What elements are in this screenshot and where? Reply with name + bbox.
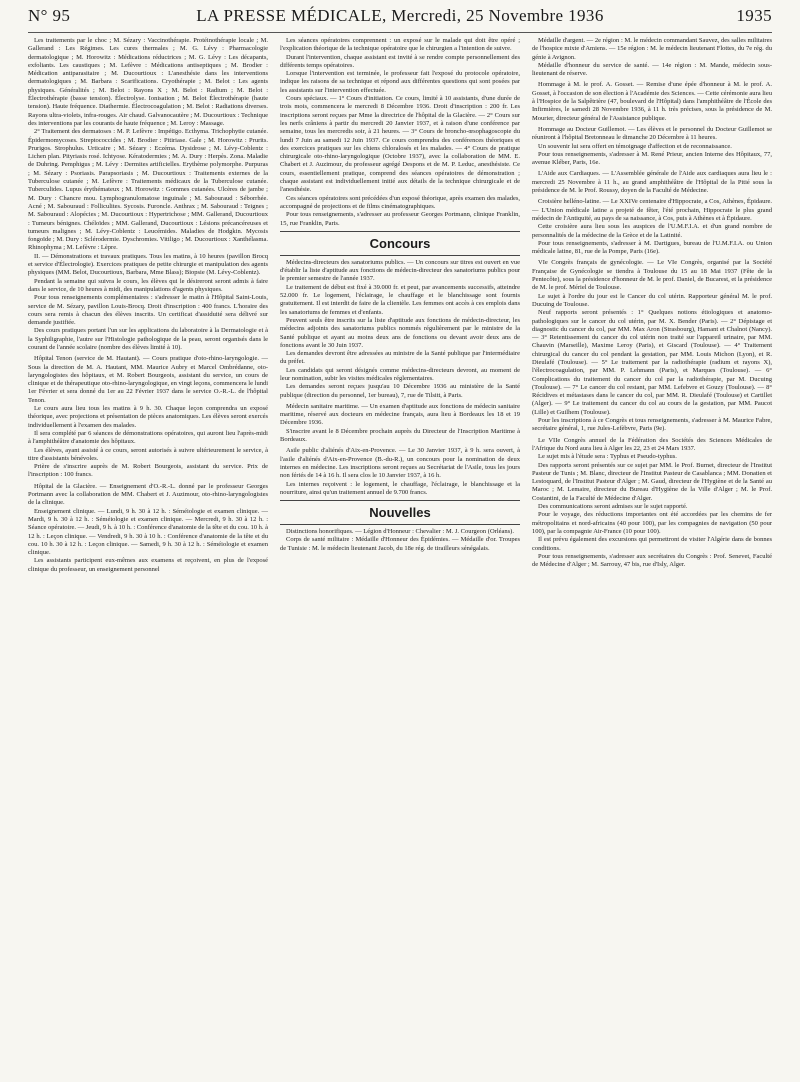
body-paragraph: Ces séances opératoires sont précédées d'un exposé théorique, après examen des malades, accompagné de projections et de films cinématographiques. (280, 194, 520, 210)
body-paragraph: Pour tous renseignements, s'adresser au professeur Georges Portmann, clinique Franklin, 15, rue Franklin, Paris. (280, 211, 520, 227)
announcement-paragraph: Croisière helléno-latine. — Le XXIVe centenaire d'Hippocrate, a Cos, Athènes, Épidaure. — L'Union médicale latine a projeté de fêter, l'été prochain, Hippocrate le plus grand médecin de l'Antiquité, au pays de sa naissance, à Cos, puis à Athènes et à Épidaure. (532, 198, 772, 222)
section-rule (280, 231, 520, 232)
body-paragraph: Pendant la semaine qui suivra le cours, les élèves qui le désireront seront admis à faire dans le service, de 10 heures à midi, des manipulations d'agents physiques. (28, 277, 268, 293)
body-paragraph: Neuf rapports seront présentés : 1° Quelques notions étiologiques et anatomo-pathologiques sur le cancer du col utérin, par M. X. Bender (Paris). — 2° Dépistage et diagnostic du cancer du col, par MM. Max Aron (Strasbourg), Hamant et Chalnot (Nancy). — 3° Retentissement du cancer du col utérin non traité sur l'appareil urinaire, par MM. Chauvin (Marseille), Maxime Leroy (Paris), et Giscard (Toulouse). — 4° Traitement chirurgical du cancer du col pendant la gestation, par MM. Louis Michon (Lyon), et R. Dieulafé (Toulouse). — 5° Le traitement par la radiothérapie (radium et rayons X), l'électrocoagulation, par MM. P. Lehmann (Paris), et Marques (Toulouse). — 6° Complications du traitement du cancer du col par la radiothérapie, par M. Ducuing (Toulouse). — 7° Le cancer du col restant, par MM. Lefebvre et Gouzy (Toulouse). — 8° Récidives et métastases dans le cancer du col, par MM. R. Dieulafé (Toulouse) et Cartillet (Alger). — 9° Le traitement du cancer du col au cours de la gestation, par MM. Paucot (Lille) et Guilhem (Toulouse). (532, 309, 772, 416)
body-paragraph: Les élèves, ayant assisté à ce cours, seront autorisés à suivre ultérieurement le service, à titre d'assistants bénévoles. (28, 446, 268, 462)
body-paragraph: II. — Démonstrations et travaux pratiques. Tous les matins, à 10 heures (pavillon Brocq et service d'Électrologie). Exercices pratiques de petite chirurgie et manipulation des agents physiques (MM. Belot, Ducourtioux, Barbara, Mme Blass); Biopsie (M. Lévy-Coblentz). (28, 252, 268, 277)
announcement-paragraph: Hommage à M. le prof. A. Gosset. — Remise d'une épée d'honneur à M. le prof. A. Gosset, à l'occasion de son élection à l'Académie des Sciences. — Cette cérémonie aura lieu à l'Hospice de la Salpêtrière (47, boulevard de l'Hôpital) dans l'amphithéâtre de l'École des Infirmières, le samedi 28 Novembre 1936, à 11 h. très précises, sous la présidence de M. Mourier, directeur général de l'Assistance publique. (532, 81, 772, 122)
body-paragraph: Des rapports seront présentés sur ce sujet par MM. le Prof. Burnet, directeur de l'Institut Pasteur de Tunis ; M. Blanc, directeur de l'Institut Pasteur de Casablanca ; MM. Donatien et Lestoquard, de l'Institut Pasteur d'Alger ; M. Gaud, directeur de l'Hygiène et de la Santé au Maroc ; M. Lemaire, directeur du Bureau d'Hygiène de la Ville d'Alger ; M. le Prof. Costantini, de la Faculté de Médecine d'Alger. (532, 461, 772, 502)
body-paragraph: Le traitement de début est fixé à 39.000 fr. et peut, par avancements successifs, atteindre 52.000 fr. Le logement, l'éclairage, le chauffage et le blanchissage sont fournis gratuitement. Il est interdit de faire de la clientèle. Les femmes ont accès à ces emplois dans les sanatoriums de femmes et d'enfants. (280, 283, 520, 316)
body-paragraph: Médaille d'honneur du service de santé. — 14e région : M. Mande, médecin sous-lieutenant de réserve. (532, 61, 772, 78)
page-number: 1935 (736, 6, 772, 25)
body-paragraph: Il sera complété par 6 séances de démonstrations opératoires, qui auront lieu l'après-midi à l'amphithéâtre d'anatomie des hôpitaux. (28, 429, 268, 446)
body-paragraph: Pour le voyage, des réductions importantes ont été accordées par les chemins de fer métropolitains et nord-africains (40 pour 100), par les compagnies de navigation (50 pour 100), par la compagnie Air-France (10 pour 100). (532, 511, 772, 535)
article-columns (14, 33, 786, 1077)
announcement-paragraph: Le VIIe Congrès annuel de la Fédération des Sociétés des Sciences Médicales de l'Afrique du Nord aura lieu à Alger les 22, 23 et 24 Mars 1937. (532, 436, 772, 452)
body-paragraph: Pour tous renseignements, s'adresser à M. Dartigues, bureau de l'U.M.F.I.A. ou Union médicale latine, 81, rue de la Pompe, Paris (16e). (532, 239, 772, 256)
body-paragraph: Prière de s'inscrire auprès de M. Robert Bourgeois, assistant du service. Prix de l'inscription : 100 francs. (28, 463, 268, 479)
announcement-paragraph: Asile public d'aliénés d'Aix-en-Provence. — Le 30 Janvier 1937, à 9 h. sera ouvert, à l'asile d'aliénés d'Aix-en-Provence (B.-du-R.), un concours pour la nomination de deux internes en médecine. Les inscriptions seront reçues au Secrétariat de l'Asile, tous les jours non fériés de 14 à 16 h. Il sera clos le 10 Janvier 1937, à 16 h. (280, 447, 520, 480)
body-paragraph: Les demandes devront être adressées au ministre de la Santé publique par l'intermédiaire du préfet. (280, 350, 520, 366)
masthead (28, 6, 772, 33)
publication-title: LA PRESSE MÉDICALE, Mercredi, 25 Novembre 1936 (196, 6, 604, 25)
body-paragraph: Pour les inscriptions à ce Congrès et tous renseignements, s'adresser à M. Maurice Fabre, secrétaire général, 1, rue Jules-Lefèbvre, Paris (9e). (532, 417, 772, 433)
body-paragraph: Le cours aura lieu tous les matins à 9 h. 30. Chaque leçon comprendra un exposé théorique, avec projections et présentation de pièces anatomiques. Les élèves seront exercés individuellement à l'examen des malades. (28, 405, 268, 429)
section-rule (280, 524, 520, 525)
announcement-paragraph: L'Aide aux Cardiaques. — L'Assemblée générale de l'Aide aux cardiaques aura lieu le : mercredi 25 Novembre à 11 h., au grand amphithéâtre de l'Hôpital de la Pitié sous la présidence de M. le Prof. Roussy, doyen de la Faculté de Médecine. (532, 170, 772, 195)
section-rule (280, 500, 520, 501)
body-paragraph: Un souvenir lui sera offert en témoignage d'affection et de reconnaissance. (538, 142, 732, 150)
body-paragraph: Les séances opératoires comprennent : un exposé sur le malade qui doit être opéré ; l'explication théorique de la technique opératoire que le chirurgien a l'intention de suivre. (280, 37, 520, 53)
column-right (532, 37, 772, 1077)
body-paragraph: Des cours pratiques portant l'un sur les applications du laboratoire à la Dermatologie et à la Syphiligraphie, l'autre sur l'Histologie pathologique de la peau, seront organisés dans le courant de l'année scolaire (nombre des élèves limité à 10). (28, 327, 268, 351)
announcement-paragraph: Hommage au Docteur Guillemot. — Les élèves et le personnel du Docteur Guillemot se réuniront à l'hôpital Bretonneau le dimanche 20 Décembre à 11 heures. (532, 125, 772, 142)
body-paragraph: Les candidats qui seront désignés comme médecins-directeurs devront, au moment de leur nomination, subir les visites médicales réglementaires. (280, 366, 520, 382)
body-paragraph: Durant l'intervention, chaque assistant est invité à se rendre compte personnellement des différents temps opératoires. (280, 53, 520, 69)
announcement-paragraph: Médecins-directeurs des sanatoriums publics. — Un concours sur titres est ouvert en vue d'établir la liste d'aptitude aux fonctions de médecin-directeur des sanatoriums publics pour le premier semestre de l'année 1937. (280, 258, 520, 283)
body-paragraph: S'inscrire avant le 8 Décembre prochain auprès du Directeur de l'Inscription Maritime à Bordeaux. (280, 427, 520, 444)
body-paragraph: Corps de santé militaire : Médaille d'Honneur des Épidémies. — Médaille d'or. Troupes de Tunisie : M. le médecin lieutenant Jacob, du 18e rég. de tirailleurs sénégalais. (280, 536, 520, 552)
body-paragraph: Des communications seront admises sur le sujet rapporté. (538, 503, 688, 511)
body-paragraph: Le sujet à l'ordre du jour est le Cancer du col utérin. Rapporteur général M. le prof. Ducuing de Toulouse. (532, 292, 772, 308)
body-paragraph: Pour tous renseignements, s'adresser aux secrétaires du Congrès : Prof. Senevet, Faculté de Médecine d'Alger ; M. Sarrouy, 47 bis, rue d'Isly, Alger. (532, 552, 772, 569)
body-paragraph: 2° Traitement des dermatoses : M. P. Lefèvre : Impétigo. Ecthyma. Trichophytie cutanée. Épidermomycoses. Streptococcides ; M. Brodier : Pitiriase. Gale ; M. Horowitz : Prurits. Prurigos. Strophulus. Urticaire ; M. Sézary : Eczéma. Dysidrose ; M. Lévy-Coblentz : Lichen plan. Pityriasis rosé. Ichtyose. Kératodermies ; M. A. Dury : Herpès. Zona. Maladie de Duhring. Pemphigus ; M. Lévy : Dermites artificielles. Erythème polymorphe. Purpuras ; M. Sézary : Psoriasis. Parapsoriasis ; M. Ducourtioux : Traitements externes de la Tuberculose cutanée ; M. Lefèvre : Traitements médicaux de la Tuberculose cutanée. Tuberculides. Lupus érythémateux ; M. Horowitz : Gommes cutanées. Ulcères de jambe ; M. Dury : Chancre mou. Lymphogranulomatose inguinale ; M. Sabouraud : Séborrhée. Acné ; M. Sabouraud : Folliculites. Sycosis. Furoncle. Anthrax ; M. Sabouraud : Teignes ; M. Sabouraud : Alopécies ; M. Ducourtioux : Hypertrichose ; MM. Gallerand, Ducourtioux : Tumeurs bénignes. Chéloïdes ; MM. Gallerand, Ducourtioux : Lésions précancéreuses et tumeurs malignes ; M. Lévy-Coblentz : Leucémides. Maladies de Hodgkin. Mycosis fongoïde ; M. Dury : Sclérodermie. Dyschromies. Vitiligo ; M. Ducourtioux : Xanthélasma. Rhinophyma ; M. Lefèvre : Lèpre. (28, 128, 268, 252)
body-paragraph: Pour tous renseignements complémentaires : s'adresser le matin à l'Hôpital Saint-Louis, service de M. Sézary, pavillon Louis-Brocq. Droit d'inscription : 400 francs. L'horaire des cours sera remis à chacun des élèves inscrits. Un certificat d'assiduité sera délivré sur demande justifiée. (28, 294, 268, 327)
body-paragraph: Cours spéciaux. — 1° Cours d'initiation. Ce cours, limité à 10 assistants, d'une durée de trois mois, commencera le mercredi 8 Décembre 1936. Droit d'inscription : 200 fr. Les inscriptions seront reçues par Mme la directrice de l'hôpital de la Glacière. — 2° Cours sur les nerfs crâniens à partir du mercredi 20 Janvier 1937, et à raison d'une conférence par semaine, tous les mercredis soir, à 21 heures. — 3° Cours de broncho-œsophagoscopie du lundi 7 Juin au samedi 12 Juin 1937. Ce cours comprendra des conférences théoriques et des exercices pratiques sur les chiens chloralosés et les malades. — 4° Cours de pratique chirurgicale oto-rhino-laryngologique (Octobre 1937), avec la collaboration de MM. E. Chabert et J. Auzimour, du professeur agrégé Despons et de M. P. Leduc, anesthésiste. Ce cours, essentiellement pratique, comprend des séances opératoires de démonstration ; chaque assistant est individuellement initié aux détails de la technique chirurgicale et de l'anesthésie. (280, 95, 520, 194)
announcement-paragraph: Hôpital de la Glacière. — Enseignement d'O.-R.-L. donné par le professeur Georges Portmann avec la collaboration de MM. Chabert et J. Auzimour, oto-rhino-laryngologistes de la clinique. (28, 482, 268, 507)
issue-number: N° 95 (28, 6, 71, 25)
body-paragraph: Il est prévu également des excursions qui permettront de visiter l'Algérie dans de bonnes conditions. (532, 536, 772, 552)
announcement-paragraph: Hôpital Tenon (service de M. Hautant). — Cours pratique d'oto-rhino-laryngologie. — Sous la direction de M. A. Hautant, MM. Maurice Aubry et Marcel Ombrédanne, oto-laryngologistes des hôpitaux, et M. Robert Bourgeois, assistant du service, un cours de clinique et de thérapeutique oto-rhino-laryngologique, en vingt leçons, commencera le lundi 1er Février et sera donné du 1er au 22 Février 1937 dans le service O.-R.-L. de l'hôpital Tenon. (28, 355, 268, 404)
section-heading: Concours (369, 235, 431, 251)
body-paragraph: Médaille d'argent. — 2e région : M. le médecin commandant Sauvez, des salles militaires de l'hospice mixte d'Amiens. — 15e région : M. le médecin lieutenant Flottes, du 7e rég. du génie à Avignon. (532, 37, 772, 61)
announcement-paragraph: VIe Congrès français de gynécologie. — Le VIe Congrès, organisé par la Société Française de Gynécologie se tiendra à Toulouse du 15 au 18 Mai 1937 (Fête de la Pentecôte), sous la présidence d'honneur de M. le prof. Daniel, de Bucarest, et la présidence de M. le prof. Mériel de Toulouse. (532, 259, 772, 292)
column-left (28, 37, 268, 1077)
body-paragraph: Lorsque l'intervention est terminée, le professeur fait l'exposé du protocole opératoire, indique les raisons de sa technique et répond aux différentes questions qui sont posées par les assistants sur l'intervention effectuée. (280, 70, 520, 94)
column-middle (280, 37, 520, 1077)
announcement-paragraph: Distinctions honorifiques. — Légion d'Honneur : Chevalier : M. J. Courgeon (Orléans). (286, 528, 514, 536)
section-rule (280, 255, 520, 256)
body-paragraph: Les demandes seront reçues jusqu'au 10 Décembre 1936 au ministère de la Santé publique (direction du personnel, 1er bureau), 7, rue de Tilsitt, à Paris. (280, 383, 520, 399)
announcement-paragraph: Médecin sanitaire maritime. — Un examen d'aptitude aux fonctions de médecin sanitaire maritime, réservé aux docteurs en médecine français, aura lieu à Bordeaux les 18 et 19 Décembre 1936. (280, 402, 520, 427)
body-paragraph: Les internes reçoivent : le logement, le chauffage, l'éclairage, le blanchissage et la nourriture, ainsi qu'un traitement annuel de 9.700 francs. (280, 480, 520, 496)
body-paragraph: Enseignement clinique. — Lundi, 9 h. 30 à 12 h. : Séméiologie et examen clinique. — Mardi, 9 h. 30 à 12 h. : Séméiologie et examen clinique. — Mercredi, 9 h. 30 à 12 h. : Séance opératoire. — Jeudi, 9 h. à 10 h. : Conférence d'anatomie de la tête et du cou. 10 h. à 12 h. : Leçon clinique. — Vendredi, 9 h. 30 à 10 h. : Conférence d'anatomie de la tête et du cou. 10 h. 30 à 12 h. : Leçon clinique. — Samedi, 9 h. 30 à 12 h. : Séméiologie et examen clinique. (28, 507, 268, 557)
body-paragraph: Le sujet mis à l'étude sera : Typhus et Pseudo-typhus. (538, 453, 677, 461)
body-paragraph: Les assistants participent eux-mêmes aux examens et reçoivent, en plus de l'exposé clinique du professeur, un enseignement personnel (28, 557, 268, 573)
body-paragraph: Peuvent seuls être inscrits sur la liste d'aptitude aux fonctions de médecin-directeur, les médecins adjoints des sanatoriums publics nommés régulièrement par le ministre de la Santé publique et ayant au moins deux ans de fonctions ou devant avoir deux ans de fonctions avant le 30 Juin 1937. (280, 316, 520, 349)
body-paragraph: Les traitements par le choc ; M. Sézary : Vaccinothérapie. Protéinothérapie locale ; M. Gallerand : Les Régimes. Les cures thermales ; M. G. Lévy : Pharmacologie dermatologique ; M. Horowitz : Médications réductrices ; M. G. Lévy : Les décapants, exfoliants. Les caustiques ; M. Lefèvre : Médications antiseptiques ; M. Brodier : Médication antiparasitaire ; M. Ducourtioux : L'anesthésie dans les interventions dermatologiques ; M. Barbara : Scarifications. Cryothérapie ; M. Belot : Les agents physiques. Généralités ; M. Belot : Rayons X ; M. Belot : Radium ; M. Belot : Électrothérapie (basse tension). Électrolyse. Ionisation ; M. Belot Électrothérapie (haute tension). Haute fréquence. Diathermie. Électrocoagulation ; M. Belot : Radiations diverses. Rayons ultra-violets, infra-rouges. Air chaud. Galvanocautère ; M. Ducourtioux : Technique des interventions par les courants de haute fréquence ; M. Leroy : Massage. (28, 37, 268, 127)
body-paragraph: Pour tous renseignements, s'adresser à M. René Prieur, ancien Interne des Hôpitaux, 77, avenue Kléber, Paris, 16e. (532, 150, 772, 167)
body-paragraph: Cette croisière aura lieu sous les auspices de l'U.M.F.I.A. et d'un grand nombre de personnalités de la médecine de la Grèce et de la Latinité. (532, 223, 772, 239)
section-heading: Nouvelles (369, 505, 431, 521)
